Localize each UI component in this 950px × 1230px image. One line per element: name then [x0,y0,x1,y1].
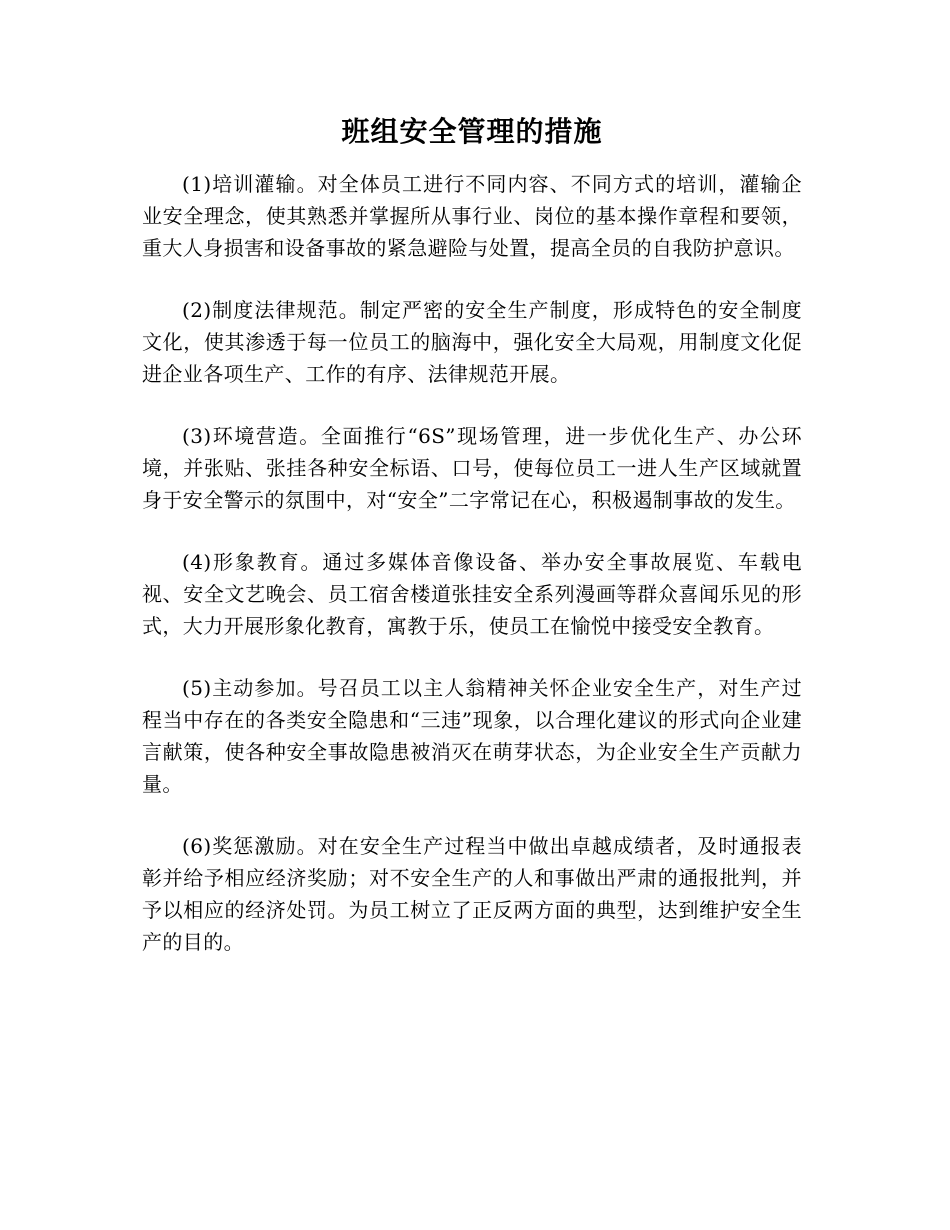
paragraph-text: 全面推行“6S”现场管理，进一步优化生产、办公环境，并张贴、张挂各种安全标语、口号，使每位员工一进人生产区域就置身于安全警示的氛围中，对“安全”二字常记在心，积极遏制事故的发生。 [142,424,802,512]
paragraph-environment [142,420,802,516]
paragraph-text: 通过多媒体音像设备、举办安全事故展览、车载电视、安全文艺晚会、员工宿舍楼道张挂安全系列漫画等群众喜闻乐见的形式，大力开展形象化教育，寓教于乐，使员工在愉悦中接受安全教育。 [142,550,802,638]
paragraph-label: (2)制度法律规范。 [182,298,360,322]
paragraph-text: 对在安全生产过程当中做出卓越成绩者，及时通报表彰并给予相应经济奖励；对不安全生产的人和事做出严肃的通报批判，并予以相应的经济处罚。为员工树立了正反两方面的典型，达到维护安全生产的目的。 [142,834,803,954]
paragraph-image-education [142,546,802,642]
paragraph-label: (4)形象教育。 [182,550,323,574]
paragraph-text: 号召员工以主人翁精神关怀企业安全生产，对生产过程当中存在的各类安全隐患和“三违”现象，以合理化建议的形式向企业建言献策，使各种安全事故隐患被消灭在萌芽状态，为企业安全生产贡献力量。 [142,676,803,796]
paragraph-label: (3)环境营造。 [182,424,321,448]
paragraph-label: (5)主动参加。 [182,676,318,700]
paragraph-label: (1)培训灌输。 [182,172,318,196]
paragraph-participation [142,672,802,800]
document-page [142,110,802,958]
paragraph-regulation [142,294,802,390]
paragraph-training [142,168,802,264]
document-title: 班组安全管理的措施 [341,115,603,148]
paragraph-text: 制定严密的安全生产制度，形成特色的安全制度文化，使其渗透于每一位员工的脑海中，强化安全大局观，用制度文化促进企业各项生产、工作的有序、法律规范开展。 [142,298,802,386]
paragraph-incentives [142,830,802,958]
paragraph-label: (6)奖惩激励。 [182,834,318,858]
paragraph-text: 对全体员工进行不同内容、不同方式的培训，灌输企业安全理念，使其熟悉并掌握所从事行业、岗位的基本操作章程和要领，重大人身损害和设备事故的紧急避险与处置，提高全员的自我防护意识。 [142,172,803,260]
